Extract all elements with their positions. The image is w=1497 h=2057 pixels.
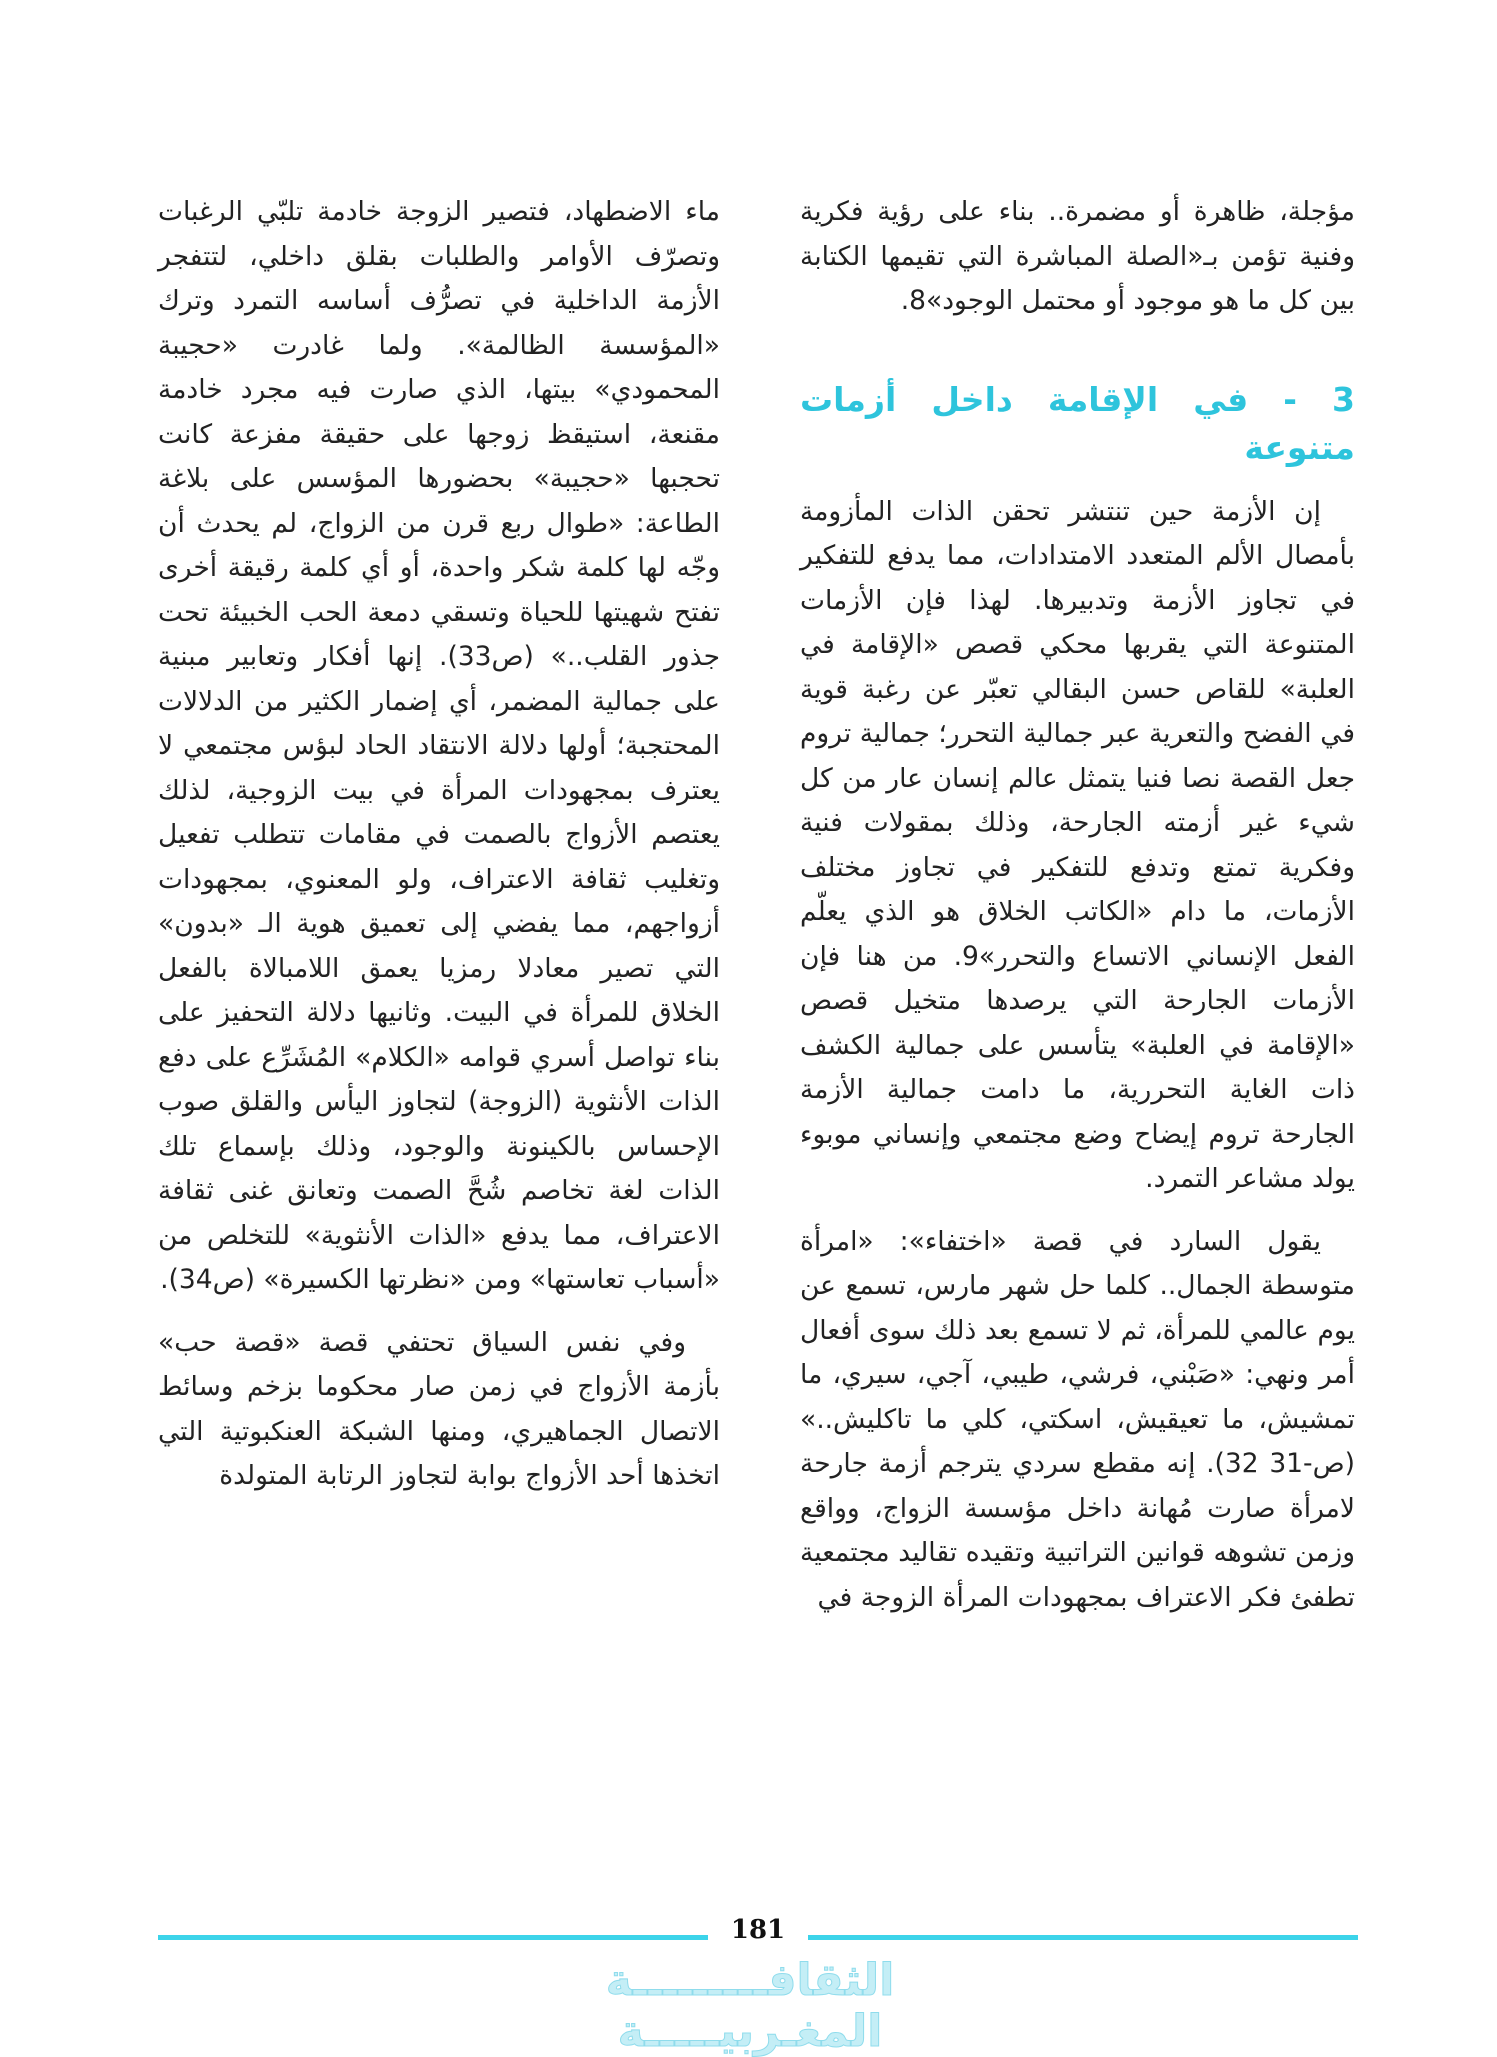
left-column <box>158 190 720 1517</box>
page-number: 181 <box>730 1915 786 1945</box>
right-paragraph-3: يقول السارد في قصة «اختفاء»: «امرأة متوسطة الجمال.. كلما حل شهر مارس، تسمع عن يوم عالمي للمرأة، ثم لا تسمع بعد ذلك سوى أفعال أمر ونهي: «صَبْني، فرشي، طيبي، آجي، سيري، ما تمشيش، ما تعيقيش، اسكتي، كلي ما تاكليش..» (ص-31 32). إنه مقطع سردي يترجم أزمة جارحة لامرأة صارت مُهانة داخل مؤسسة الزواج، وواقع وزمن تشوهه قوانين التراتبية وتقيده تقاليد مجتمعية تطفئ فكر الاعتراف بمجهودات المرأة الزوجة في <box>800 1225 1355 1613</box>
left-paragraph-2: وفي نفس السياق تحتفي قصة «قصة حب» بأزمة الأزواج في زمن صار محكوما بزخم وسائط الاتصال الجماهيري، ومنها الشبكة العنكبوتية التي اتخذها أحد الأزواج بوابة لتجاوز الرتابة المتولدة <box>158 1326 720 1491</box>
right-paragraph-1: مؤجلة، ظاهرة أو مضمرة.. بناء على رؤية فكرية وفنية تؤمن بـ«الصلة المباشرة التي تقيمها الكتابة بين كل ما هو موجود أو محتمل الوجود»8. <box>800 196 1355 316</box>
left-paragraph-1: ماء الاضطهاد، فتصير الزوجة خادمة تلبّي الرغبات وتصرّف الأوامر والطلبات بقلق داخلي، لتتفجر الأزمة الداخلية في تصرُّف أساسه التمرد وترك «المؤسسة الظالمة». ولما غادرت «حجيبة المحمودي» بيتها، الذي صارت فيه مجرد خادمة مقنعة، استيقظ زوجها على حقيقة مفزعة كانت تحجبها «حجيبة» بحضورها المؤسس على بلاغة الطاعة: «طوال ربع قرن من الزواج، لم يحدث أن وجّه لها كلمة شكر واحدة، أو أي كلمة رقيقة أخرى تفتح شهيتها للحياة وتسقي دمعة الحب الخبيئة تحت جذور القلب..» (ص33). إنها أفكار وتعابير مبنية على جمالية المضمر، أي إضمار الكثير من الدلالات المحتجبة؛ أولها دلالة الانتقاد الحاد لبؤس مجتمعي لا يعترف بمجهودات المرأة في بيت الزوجية، لذلك يعتصم الأزواج بالصمت في مقامات تتطلب تفعيل وتغليب ثقافة الاعتراف، ولو المعنوي، بمجهودات أزواجهم، مما يفضي إلى تعميق هوية الـ «بدون» التي تصير معادلا رمزيا يعمق اللامبالاة بالفعل الخلاق للمرأة في البيت. وثانيها دلالة التحفيز على بناء تواصل أسري قوامه «الكلام» المُشَرِّع على دفع الذات الأنثوية (الزوجة) لتجاوز اليأس والقلق صوب الإحساس بالكينونة والوجود، وذلك بإسماع تلك الذات لغة تخاصم شُحَّ الصمت وتعانق غنى ثقافة الاعتراف، مما يدفع «الذات الأنثوية» للتخلص من «أسباب تعاستها» ومن «نظرتها الكسيرة» (ص34). <box>158 196 720 1295</box>
footer-rule-left <box>158 1935 708 1940</box>
section-heading: 3 - في الإقامة داخل أزمات متنوعة <box>800 379 1355 467</box>
footer-rule-right <box>808 1935 1358 1940</box>
magazine-title: الثقافـــــــــة المغـربيـــــة <box>605 1955 895 2057</box>
right-paragraph-2: إن الأزمة حين تنتشر تحقن الذات المأزومة بأمصال الألم المتعدد الامتدادات، مما يدفع للتفكير في تجاوز الأزمة وتدبيرها. لهذا فإن الأزمات المتنوعة التي يقربها محكي قصص «الإقامة في العلبة» للقاص حسن البقالي تعبّر عن رغبة قوية في الفضح والتعرية عبر جمالية التحرر؛ جمالية تروم جعل القصة نصا فنيا يتمثل عالم إنسان عار من كل شيء غير أزمته الجارحة، وذلك بمقولات فنية وفكرية تمتع وتدفع للتفكير في تجاوز مختلف الأزمات، ما دام «الكاتب الخلاق هو الذي يعلّم الفعل الإنساني الاتساع والتحرر»9. من هنا فإن الأزمات الجارحة التي يرصدها متخيل قصص «الإقامة في العلبة» يتأسس على جمالية الكشف ذات الغاية التحررية، ما دامت جمالية الأزمة الجارحة تروم إيضاح وضع مجتمعي وإنساني موبوء يولد مشاعر التمرد. <box>800 495 1355 1194</box>
right-column <box>800 190 1355 1638</box>
